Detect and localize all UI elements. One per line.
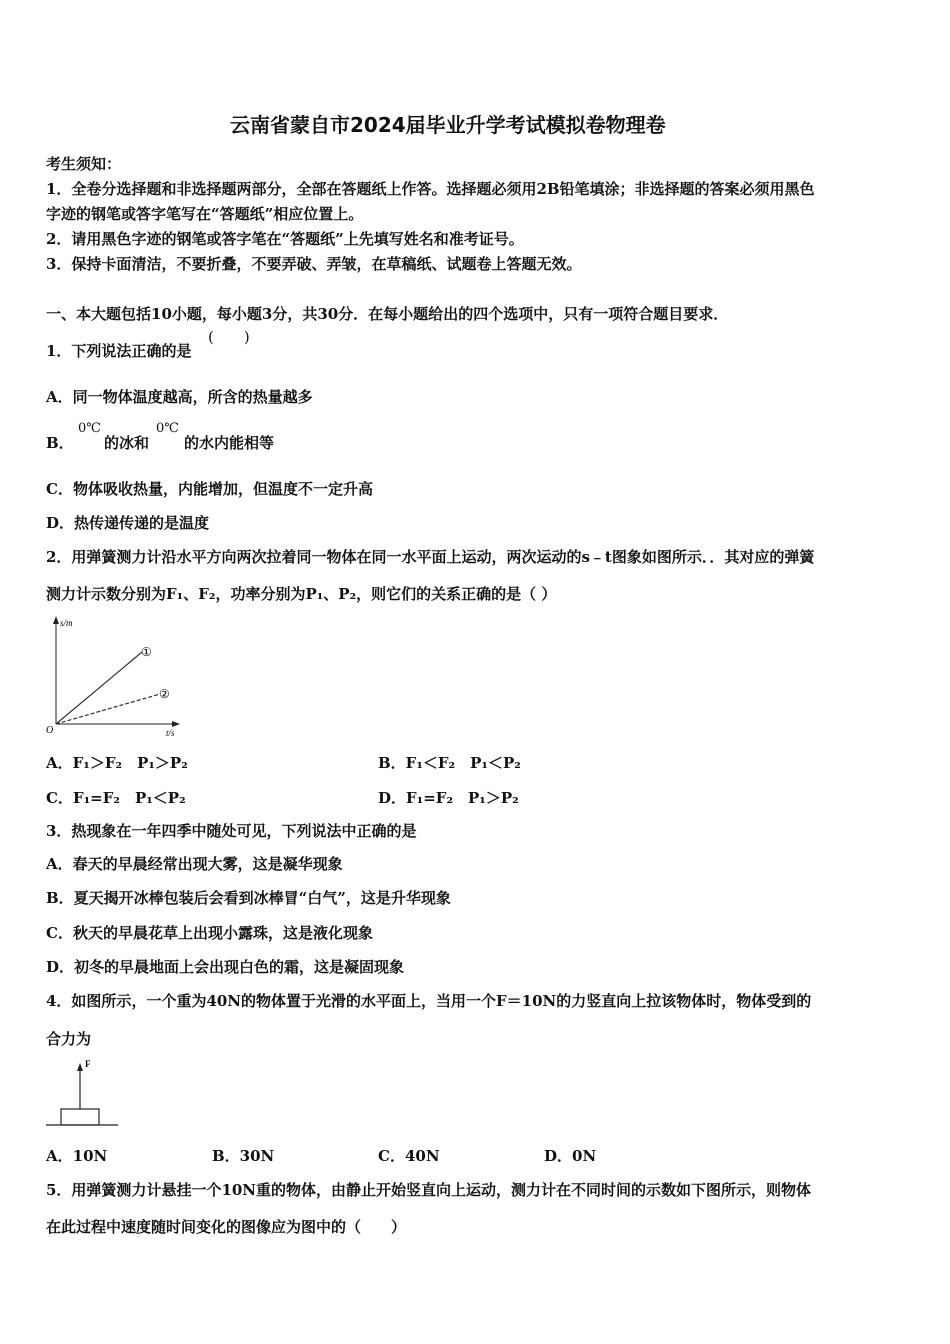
q4-option-b: B．30N	[212, 1147, 275, 1165]
q1-answer-paren: ( )	[208, 328, 250, 346]
line-1	[56, 652, 142, 724]
q1-option-c: C．物体吸收热量，内能增加，但温度不一定升高	[46, 480, 373, 498]
q1-stem: 1．下列说法正确的是	[46, 342, 192, 360]
notice-item: 2．请用黑色字迹的钢笔或答字笔在“答题纸”上先填写姓名和准考证号。	[46, 230, 524, 248]
origin-label: O	[46, 725, 54, 736]
y-axis-label: s/m	[60, 618, 73, 628]
q1-option-b-label: B．	[46, 434, 74, 452]
q2-option-a: A．F₁＞F₂ P₁＞P₂	[46, 754, 188, 772]
q3-option-d: D．初冬的早晨地面上会出现白色的霜，这是凝固现象	[46, 958, 405, 976]
object-block	[61, 1109, 99, 1125]
q3-option-a: A．春天的早晨经常出现大雾，这是凝华现象	[46, 855, 343, 873]
force-diagram	[40, 1055, 130, 1135]
force-arrow-head	[77, 1063, 83, 1071]
q5-stem-line2: 在此过程中速度随时间变化的图像应为图中的（ ）	[46, 1218, 407, 1236]
q1-option-b-end: 的水内能相等	[184, 434, 275, 452]
notice-heading: 考生须知：	[46, 155, 122, 173]
line-2-label: ②	[159, 687, 170, 701]
x-axis-label: t/s	[166, 728, 175, 738]
st-graph	[40, 612, 190, 742]
q1-option-b-mid: 的冰和	[104, 434, 150, 452]
x-axis-arrow	[172, 721, 180, 727]
q1-temp-water: 0℃	[156, 421, 179, 436]
q5-stem-line1: 5．用弹簧测力计悬挂一个10N重的物体，由静止开始竖直向上运动，测力计在不同时间的示数如下图所示，则物体	[46, 1181, 812, 1199]
force-label: F	[85, 1059, 91, 1069]
q3-option-c: C．秋天的早晨花草上出现小露珠，这是液化现象	[46, 924, 373, 942]
notice-item: 字迹的钢笔或答字笔写在“答题纸”相应位置上。	[46, 205, 364, 223]
page-title: 云南省蒙自市2024届毕业升学考试模拟卷物理卷	[230, 113, 666, 137]
q4-option-d: D．0N	[544, 1147, 597, 1165]
notice-item: 1．全卷分选择题和非选择题两部分，全部在答题纸上作答。选择题必须用2B铅笔填涂；非选择题的答案必须用黑色	[46, 180, 815, 198]
line-2	[56, 694, 160, 724]
q2-option-c: C．F₁=F₂ P₁＜P₂	[46, 789, 186, 807]
y-axis-arrow	[53, 616, 59, 624]
q4-option-a: A．10N	[46, 1147, 108, 1165]
q2-option-d: D．F₁=F₂ P₁＞P₂	[378, 789, 519, 807]
notice-item: 3．保持卡面清洁，不要折叠，不要弄破、弄皱，在草稿纸、试题卷上答题无效。	[46, 255, 582, 273]
q3-option-b: B．夏天揭开冰棒包装后会看到冰棒冒“白气”，这是升华现象	[46, 889, 451, 907]
q2-stem-line1: 2．用弹簧测力计沿水平方向两次拉着同一物体在同一水平面上运动，两次运动的s﹣t图象如图所示．．其对应的弹簧	[46, 548, 815, 566]
q1-temp-ice: 0℃	[78, 421, 101, 436]
q4-option-c: C．40N	[378, 1147, 440, 1165]
q4-stem-line2: 合力为	[46, 1030, 92, 1048]
q1-option-d: D．热传递传递的是温度	[46, 514, 210, 532]
section-heading: 一、本大题包括10小题，每小题3分，共30分．在每小题给出的四个选项中，只有一项符合题目要求．	[46, 305, 729, 323]
q2-option-b: B．F₁＜F₂ P₁＜P₂	[378, 754, 521, 772]
q1-option-a: A．同一物体温度越高，所含的热量越多	[46, 388, 313, 406]
line-1-label: ①	[141, 645, 152, 659]
q3-stem: 3．热现象在一年四季中随处可见，下列说法中正确的是	[46, 822, 417, 840]
q2-stem-line2: 测力计示数分别为F₁、F₂，功率分别为P₁、P₂，则它们的关系正确的是（ ）	[46, 585, 557, 603]
q4-stem-line1: 4．如图所示，一个重为40N的物体置于光滑的水平面上，当用一个F＝10N的力竖直向上拉该物体时，物体受到的	[46, 992, 812, 1010]
